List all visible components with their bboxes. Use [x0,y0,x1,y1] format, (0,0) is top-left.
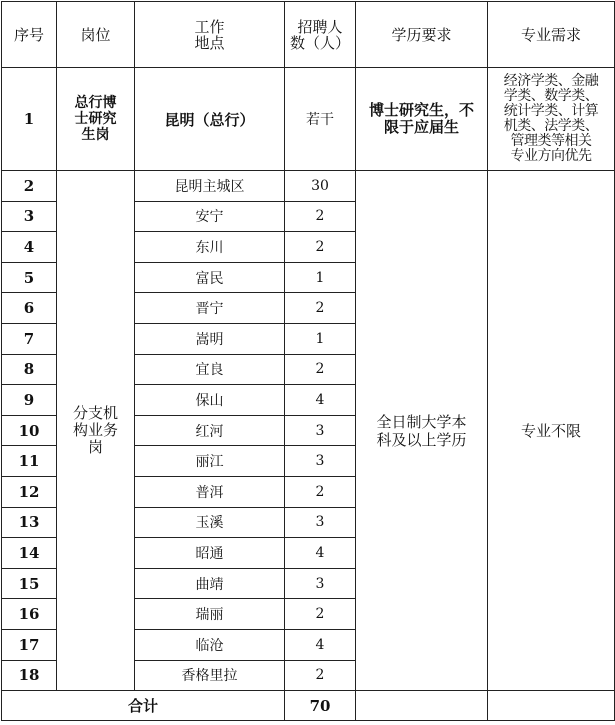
row-seq: 6 [2,293,57,324]
row-seq: 18 [2,660,57,691]
header-location: 工作 地点 [135,2,285,68]
row-count: 2 [285,232,356,263]
row-seq: 4 [2,232,57,263]
row-count: 2 [285,293,356,324]
recruitment-table [1,1,615,721]
table-row [2,171,615,202]
row-seq: 17 [2,629,57,660]
row-count: 3 [285,507,356,538]
header-seq: 序号 [2,2,57,68]
total-label: 合计 [2,691,285,721]
row-count: 4 [285,629,356,660]
row-seq: 11 [2,446,57,477]
row-location: 玉溪 [135,507,285,538]
row-count: 30 [285,171,356,202]
row-location: 曲靖 [135,568,285,599]
row-location: 瑞丽 [135,599,285,630]
branch-post: 分支机 构业务 岗 [57,171,135,691]
row-count: 2 [285,354,356,385]
row-seq: 10 [2,415,57,446]
row-location: 临沧 [135,629,285,660]
row-seq: 14 [2,538,57,569]
row-count: 2 [285,476,356,507]
row-count: 3 [285,446,356,477]
header-major: 专业需求 [488,2,615,68]
row1-post: 总行博 士研究 生岗 [57,68,135,171]
row-seq: 13 [2,507,57,538]
row-location: 富民 [135,262,285,293]
row-seq: 16 [2,599,57,630]
row-location: 宜良 [135,354,285,385]
row-count: 1 [285,262,356,293]
row-count: 1 [285,323,356,354]
row-seq: 5 [2,262,57,293]
header-row [2,2,615,68]
total-education-empty [356,691,488,721]
row-location: 保山 [135,385,285,416]
row-seq: 7 [2,323,57,354]
header-post: 岗位 [57,2,135,68]
row-location: 红河 [135,415,285,446]
table-row [2,68,615,171]
row-location: 昆明主城区 [135,171,285,202]
header-count: 招聘人 数（人） [285,2,356,68]
row-count: 4 [285,538,356,569]
row-location: 普洱 [135,476,285,507]
row-count: 3 [285,568,356,599]
total-count: 70 [285,691,356,721]
row-seq: 8 [2,354,57,385]
row-location: 香格里拉 [135,660,285,691]
branch-major: 专业不限 [488,171,615,691]
row-location: 东川 [135,232,285,263]
row-count: 4 [285,385,356,416]
branch-education: 全日制大学本 科及以上学历 [356,171,488,691]
row-location: 昭通 [135,538,285,569]
row-location: 晋宁 [135,293,285,324]
row-count: 2 [285,599,356,630]
row-location: 安宁 [135,201,285,232]
total-major-empty [488,691,615,721]
row-location: 嵩明 [135,323,285,354]
row-count: 3 [285,415,356,446]
row-count: 2 [285,660,356,691]
row1-education: 博士研究生，不 限于应届生 [356,68,488,171]
row-seq: 15 [2,568,57,599]
row-seq: 3 [2,201,57,232]
row-seq: 2 [2,171,57,202]
row-location: 丽江 [135,446,285,477]
row-seq: 12 [2,476,57,507]
row1-count: 若干 [285,68,356,171]
row-count: 2 [285,201,356,232]
total-row [2,691,615,721]
row1-seq: 1 [2,68,57,171]
row-seq: 9 [2,385,57,416]
row1-location: 昆明（总行） [135,68,285,171]
header-education: 学历要求 [356,2,488,68]
row1-major: 经济学类、金融 学类、数学类、 统计学类、计算 机类、法学类、 管理类等相关 专业方向优先 [488,68,615,171]
